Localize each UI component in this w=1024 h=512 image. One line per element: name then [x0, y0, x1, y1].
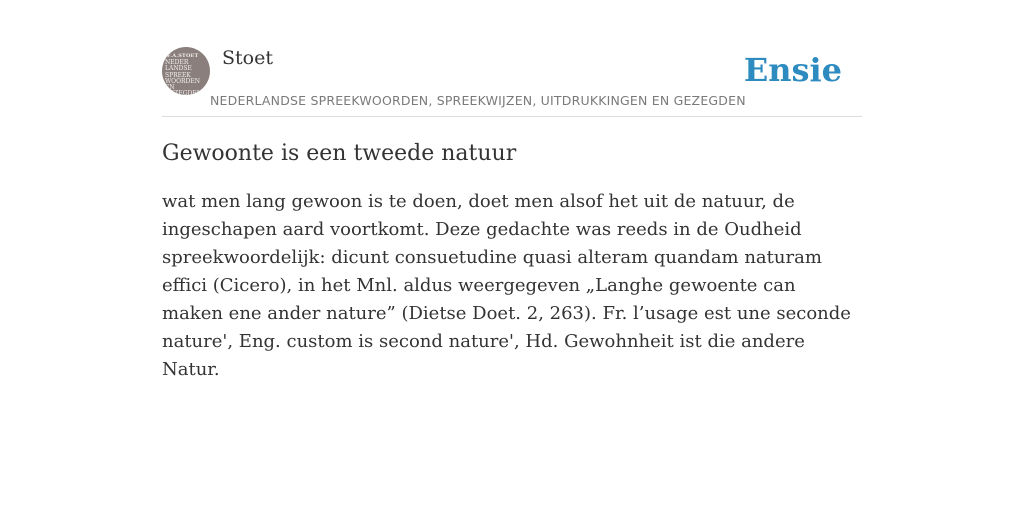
avatar-line: WOORDEN EN [165, 77, 200, 92]
avatar-line: SPREEK [165, 71, 191, 79]
avatar-text-lines [165, 60, 210, 95]
avatar-text-top: F.A.STOET [167, 53, 199, 59]
entry-title: Gewoonte is een tweede natuur [162, 141, 517, 166]
avatar-line: NEDER [165, 59, 189, 66]
author-avatar[interactable] [162, 47, 210, 95]
avatar-line: GEZEGDEN [165, 90, 202, 95]
source-subtitle: NEDERLANDSE SPREEKWOORDEN, SPREEKWIJZEN, UITDRUKKINGEN EN GEZEGDEN [210, 93, 746, 108]
header [162, 0, 862, 117]
page [162, 0, 862, 384]
entry-text: wat men lang gewoon is te doen, doet men alsof het uit de natuur, de ingeschapen aard voortkomt. Deze gedachte was reeds in de Oudheid spreekwoordelijk: dicunt consuetudine quasi alteram quandam naturam effici (Cicero), in het Mnl. aldus weergegeven „Langhe gewoente can maken ene ander nature” (Dietse Doet. 2, 263). Fr. l’usage est une seconde nature', Eng. custom is second nature', Hd. Gewohnheit ist die andere Natur. [162, 191, 851, 380]
author-name[interactable]: Stoet [222, 47, 273, 69]
ensie-logo-link[interactable]: Ensie [743, 51, 842, 89]
avatar-line: LANDSE [165, 65, 192, 73]
